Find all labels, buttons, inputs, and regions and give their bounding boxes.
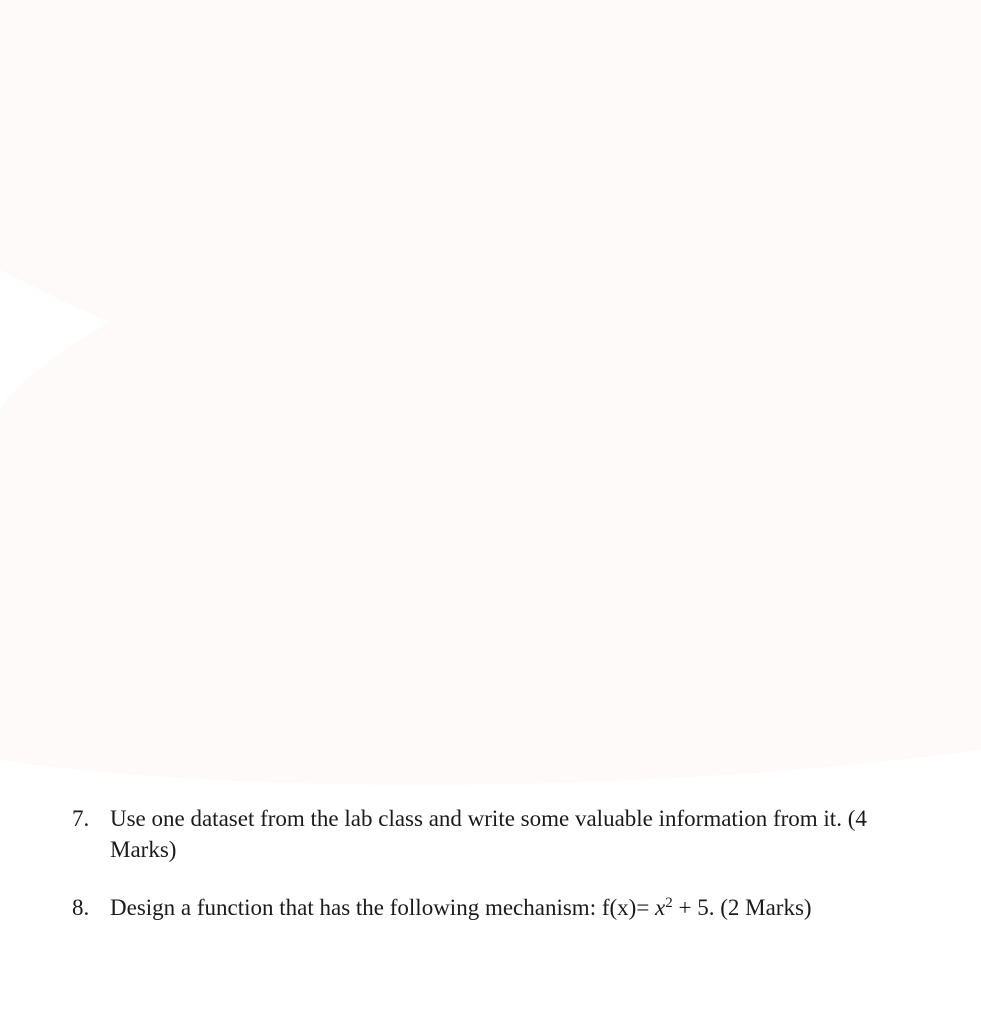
question-text-before: Design a function that has the following mechanism: f(x)= [110,895,650,920]
question-text-line: Marks) [110,837,177,862]
math-exponent: 2 [665,895,673,911]
question-text [110,892,952,923]
math-variable: x [655,895,666,920]
question-number: 7. [72,806,90,831]
math-expression [655,895,673,920]
question-8 [72,892,952,923]
question-text-after: + 5. (2 Marks) [672,895,812,920]
question-text [110,803,952,865]
question-text-line: Use one dataset from the lab class and write some valuable information from it. (4 [110,806,867,831]
question-number: 8. [72,895,90,920]
question-list [72,803,952,950]
question-7 [72,803,952,865]
